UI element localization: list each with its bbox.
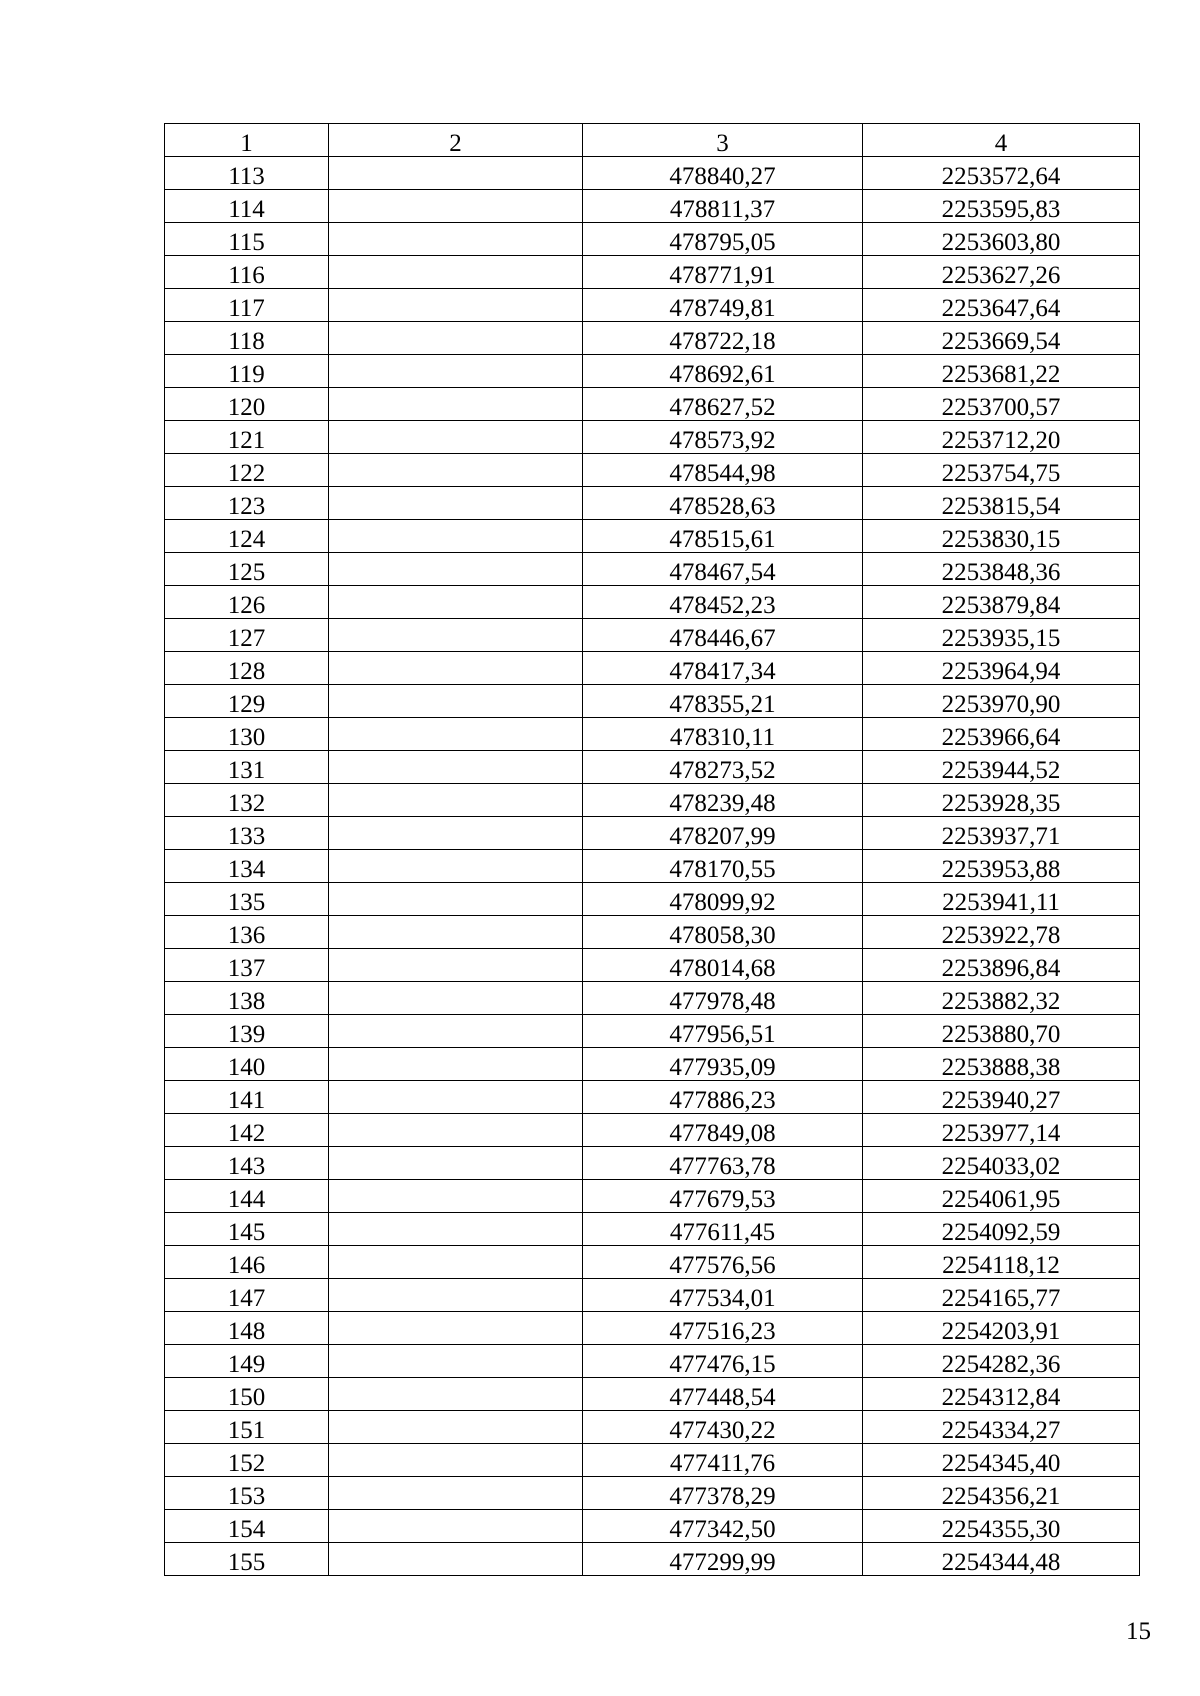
x-coordinate-cell: 477299,99 xyxy=(583,1543,863,1576)
y-coordinate-cell: 2253888,38 xyxy=(863,1048,1140,1081)
table-row xyxy=(165,1081,1140,1114)
x-coordinate-cell: 478355,21 xyxy=(583,685,863,718)
table-body xyxy=(165,157,1140,1576)
column-2-cell xyxy=(329,685,583,718)
point-number-cell: 142 xyxy=(165,1114,329,1147)
table-row xyxy=(165,1147,1140,1180)
table-row xyxy=(165,223,1140,256)
x-coordinate-cell: 477516,23 xyxy=(583,1312,863,1345)
x-coordinate-cell: 477576,56 xyxy=(583,1246,863,1279)
table-row xyxy=(165,916,1140,949)
y-coordinate-cell: 2254344,48 xyxy=(863,1543,1140,1576)
table-row xyxy=(165,1477,1140,1510)
point-number-cell: 118 xyxy=(165,322,329,355)
table-row xyxy=(165,1246,1140,1279)
column-2-cell xyxy=(329,454,583,487)
y-coordinate-cell: 2254312,84 xyxy=(863,1378,1140,1411)
x-coordinate-cell: 477679,53 xyxy=(583,1180,863,1213)
x-coordinate-cell: 477430,22 xyxy=(583,1411,863,1444)
point-number-cell: 138 xyxy=(165,982,329,1015)
point-number-cell: 120 xyxy=(165,388,329,421)
y-coordinate-cell: 2253572,64 xyxy=(863,157,1140,190)
y-coordinate-cell: 2253944,52 xyxy=(863,751,1140,784)
x-coordinate-cell: 477342,50 xyxy=(583,1510,863,1543)
point-number-cell: 124 xyxy=(165,520,329,553)
x-coordinate-cell: 478795,05 xyxy=(583,223,863,256)
x-coordinate-cell: 477849,08 xyxy=(583,1114,863,1147)
y-coordinate-cell: 2254061,95 xyxy=(863,1180,1140,1213)
table-row xyxy=(165,157,1140,190)
point-number-cell: 121 xyxy=(165,421,329,454)
table-row xyxy=(165,751,1140,784)
y-coordinate-cell: 2254033,02 xyxy=(863,1147,1140,1180)
column-2-cell xyxy=(329,1477,583,1510)
y-coordinate-cell: 2253848,36 xyxy=(863,553,1140,586)
x-coordinate-cell: 477763,78 xyxy=(583,1147,863,1180)
x-coordinate-cell: 477534,01 xyxy=(583,1279,863,1312)
point-number-cell: 149 xyxy=(165,1345,329,1378)
point-number-cell: 119 xyxy=(165,355,329,388)
y-coordinate-cell: 2253830,15 xyxy=(863,520,1140,553)
table-row xyxy=(165,1279,1140,1312)
y-coordinate-cell: 2253595,83 xyxy=(863,190,1140,223)
y-coordinate-cell: 2254165,77 xyxy=(863,1279,1140,1312)
point-number-cell: 148 xyxy=(165,1312,329,1345)
column-2-cell xyxy=(329,388,583,421)
x-coordinate-cell: 478840,27 xyxy=(583,157,863,190)
point-number-cell: 135 xyxy=(165,883,329,916)
point-number-cell: 128 xyxy=(165,652,329,685)
y-coordinate-cell: 2253970,90 xyxy=(863,685,1140,718)
y-coordinate-cell: 2253879,84 xyxy=(863,586,1140,619)
column-2-cell xyxy=(329,289,583,322)
column-2-cell xyxy=(329,817,583,850)
x-coordinate-cell: 478239,48 xyxy=(583,784,863,817)
table-row xyxy=(165,1180,1140,1213)
x-coordinate-cell: 478273,52 xyxy=(583,751,863,784)
y-coordinate-cell: 2253882,32 xyxy=(863,982,1140,1015)
y-coordinate-cell: 2254282,36 xyxy=(863,1345,1140,1378)
point-number-cell: 144 xyxy=(165,1180,329,1213)
table-row xyxy=(165,289,1140,322)
point-number-cell: 150 xyxy=(165,1378,329,1411)
x-coordinate-cell: 478771,91 xyxy=(583,256,863,289)
x-coordinate-cell: 477476,15 xyxy=(583,1345,863,1378)
column-2-cell xyxy=(329,1444,583,1477)
column-2-cell xyxy=(329,421,583,454)
point-number-cell: 143 xyxy=(165,1147,329,1180)
point-number-cell: 137 xyxy=(165,949,329,982)
table-row xyxy=(165,883,1140,916)
y-coordinate-cell: 2253937,71 xyxy=(863,817,1140,850)
column-2-cell xyxy=(329,652,583,685)
point-number-cell: 134 xyxy=(165,850,329,883)
x-coordinate-cell: 478207,99 xyxy=(583,817,863,850)
column-2-cell xyxy=(329,1411,583,1444)
x-coordinate-cell: 478310,11 xyxy=(583,718,863,751)
column-2-cell xyxy=(329,1213,583,1246)
x-coordinate-cell: 478170,55 xyxy=(583,850,863,883)
table-row xyxy=(165,982,1140,1015)
column-2-cell xyxy=(329,256,583,289)
table-row xyxy=(165,1312,1140,1345)
table-row xyxy=(165,1510,1140,1543)
x-coordinate-cell: 478544,98 xyxy=(583,454,863,487)
table-row xyxy=(165,718,1140,751)
y-coordinate-cell: 2253896,84 xyxy=(863,949,1140,982)
column-2-cell xyxy=(329,1180,583,1213)
point-number-cell: 126 xyxy=(165,586,329,619)
x-coordinate-cell: 478058,30 xyxy=(583,916,863,949)
column-2-cell xyxy=(329,949,583,982)
table-row xyxy=(165,652,1140,685)
point-number-cell: 129 xyxy=(165,685,329,718)
column-2-cell xyxy=(329,1378,583,1411)
column-2-cell xyxy=(329,190,583,223)
x-coordinate-cell: 478446,67 xyxy=(583,619,863,652)
point-number-cell: 133 xyxy=(165,817,329,850)
y-coordinate-cell: 2254356,21 xyxy=(863,1477,1140,1510)
x-coordinate-cell: 478014,68 xyxy=(583,949,863,982)
point-number-cell: 132 xyxy=(165,784,329,817)
point-number-cell: 140 xyxy=(165,1048,329,1081)
column-2-cell xyxy=(329,520,583,553)
header-column-4: 4 xyxy=(863,124,1140,157)
x-coordinate-cell: 478627,52 xyxy=(583,388,863,421)
x-coordinate-cell: 478749,81 xyxy=(583,289,863,322)
point-number-cell: 131 xyxy=(165,751,329,784)
point-number-cell: 139 xyxy=(165,1015,329,1048)
header-column-1: 1 xyxy=(165,124,329,157)
y-coordinate-cell: 2253603,80 xyxy=(863,223,1140,256)
y-coordinate-cell: 2253935,15 xyxy=(863,619,1140,652)
column-2-cell xyxy=(329,586,583,619)
point-number-cell: 141 xyxy=(165,1081,329,1114)
point-number-cell: 136 xyxy=(165,916,329,949)
column-2-cell xyxy=(329,850,583,883)
y-coordinate-cell: 2253977,14 xyxy=(863,1114,1140,1147)
page-number: 15 xyxy=(1126,1618,1151,1645)
point-number-cell: 151 xyxy=(165,1411,329,1444)
column-2-cell xyxy=(329,619,583,652)
x-coordinate-cell: 477956,51 xyxy=(583,1015,863,1048)
column-2-cell xyxy=(329,223,583,256)
table-row xyxy=(165,553,1140,586)
table-row xyxy=(165,949,1140,982)
table-row xyxy=(165,1345,1140,1378)
y-coordinate-cell: 2254345,40 xyxy=(863,1444,1140,1477)
column-2-cell xyxy=(329,1543,583,1576)
x-coordinate-cell: 478515,61 xyxy=(583,520,863,553)
point-number-cell: 146 xyxy=(165,1246,329,1279)
table-row xyxy=(165,454,1140,487)
point-number-cell: 130 xyxy=(165,718,329,751)
y-coordinate-cell: 2254092,59 xyxy=(863,1213,1140,1246)
point-number-cell: 145 xyxy=(165,1213,329,1246)
point-number-cell: 123 xyxy=(165,487,329,520)
column-2-cell xyxy=(329,784,583,817)
point-number-cell: 125 xyxy=(165,553,329,586)
table-row xyxy=(165,256,1140,289)
y-coordinate-cell: 2253964,94 xyxy=(863,652,1140,685)
table-row xyxy=(165,1015,1140,1048)
column-2-cell xyxy=(329,1015,583,1048)
column-2-cell xyxy=(329,1147,583,1180)
column-2-cell xyxy=(329,1081,583,1114)
x-coordinate-cell: 477886,23 xyxy=(583,1081,863,1114)
table-row xyxy=(165,1543,1140,1576)
table-row xyxy=(165,388,1140,421)
point-number-cell: 114 xyxy=(165,190,329,223)
y-coordinate-cell: 2253681,22 xyxy=(863,355,1140,388)
point-number-cell: 113 xyxy=(165,157,329,190)
point-number-cell: 147 xyxy=(165,1279,329,1312)
column-2-cell xyxy=(329,1345,583,1378)
y-coordinate-cell: 2253627,26 xyxy=(863,256,1140,289)
x-coordinate-cell: 477611,45 xyxy=(583,1213,863,1246)
column-2-cell xyxy=(329,157,583,190)
y-coordinate-cell: 2253966,64 xyxy=(863,718,1140,751)
table-row xyxy=(165,1444,1140,1477)
x-coordinate-cell: 478573,92 xyxy=(583,421,863,454)
y-coordinate-cell: 2253754,75 xyxy=(863,454,1140,487)
table-row xyxy=(165,685,1140,718)
table-row xyxy=(165,1114,1140,1147)
y-coordinate-cell: 2253669,54 xyxy=(863,322,1140,355)
header-column-2: 2 xyxy=(329,124,583,157)
y-coordinate-cell: 2253941,11 xyxy=(863,883,1140,916)
column-2-cell xyxy=(329,1246,583,1279)
x-coordinate-cell: 477978,48 xyxy=(583,982,863,1015)
column-2-cell xyxy=(329,982,583,1015)
x-coordinate-cell: 478099,92 xyxy=(583,883,863,916)
column-2-cell xyxy=(329,718,583,751)
table-row xyxy=(165,784,1140,817)
column-2-cell xyxy=(329,553,583,586)
point-number-cell: 152 xyxy=(165,1444,329,1477)
column-2-cell xyxy=(329,1048,583,1081)
x-coordinate-cell: 477935,09 xyxy=(583,1048,863,1081)
x-coordinate-cell: 478692,61 xyxy=(583,355,863,388)
table-row xyxy=(165,355,1140,388)
y-coordinate-cell: 2253940,27 xyxy=(863,1081,1140,1114)
point-number-cell: 127 xyxy=(165,619,329,652)
point-number-cell: 116 xyxy=(165,256,329,289)
x-coordinate-cell: 477448,54 xyxy=(583,1378,863,1411)
table-row xyxy=(165,1213,1140,1246)
x-coordinate-cell: 478528,63 xyxy=(583,487,863,520)
table-row xyxy=(165,586,1140,619)
y-coordinate-cell: 2253880,70 xyxy=(863,1015,1140,1048)
column-2-cell xyxy=(329,916,583,949)
table-row xyxy=(165,817,1140,850)
point-number-cell: 115 xyxy=(165,223,329,256)
y-coordinate-cell: 2254118,12 xyxy=(863,1246,1140,1279)
x-coordinate-cell: 478452,23 xyxy=(583,586,863,619)
column-2-cell xyxy=(329,1312,583,1345)
column-2-cell xyxy=(329,355,583,388)
column-2-cell xyxy=(329,751,583,784)
table-row xyxy=(165,190,1140,223)
x-coordinate-cell: 478811,37 xyxy=(583,190,863,223)
y-coordinate-cell: 2253712,20 xyxy=(863,421,1140,454)
x-coordinate-cell: 478417,34 xyxy=(583,652,863,685)
x-coordinate-cell: 477411,76 xyxy=(583,1444,863,1477)
x-coordinate-cell: 478722,18 xyxy=(583,322,863,355)
y-coordinate-cell: 2254334,27 xyxy=(863,1411,1140,1444)
table-row xyxy=(165,520,1140,553)
table-header-row xyxy=(165,124,1140,157)
y-coordinate-cell: 2253700,57 xyxy=(863,388,1140,421)
y-coordinate-cell: 2253815,54 xyxy=(863,487,1140,520)
table-row xyxy=(165,487,1140,520)
table-row xyxy=(165,619,1140,652)
table-row xyxy=(165,1048,1140,1081)
column-2-cell xyxy=(329,1510,583,1543)
point-number-cell: 117 xyxy=(165,289,329,322)
x-coordinate-cell: 477378,29 xyxy=(583,1477,863,1510)
table-row xyxy=(165,1378,1140,1411)
point-number-cell: 155 xyxy=(165,1543,329,1576)
column-2-cell xyxy=(329,487,583,520)
point-number-cell: 122 xyxy=(165,454,329,487)
point-number-cell: 153 xyxy=(165,1477,329,1510)
column-2-cell xyxy=(329,883,583,916)
header-column-3: 3 xyxy=(583,124,863,157)
column-2-cell xyxy=(329,322,583,355)
column-2-cell xyxy=(329,1114,583,1147)
column-2-cell xyxy=(329,1279,583,1312)
table-row xyxy=(165,850,1140,883)
table-row xyxy=(165,421,1140,454)
y-coordinate-cell: 2253922,78 xyxy=(863,916,1140,949)
point-number-cell: 154 xyxy=(165,1510,329,1543)
table-row xyxy=(165,1411,1140,1444)
coordinates-table xyxy=(164,123,1140,1576)
table-row xyxy=(165,322,1140,355)
y-coordinate-cell: 2253953,88 xyxy=(863,850,1140,883)
y-coordinate-cell: 2253928,35 xyxy=(863,784,1140,817)
y-coordinate-cell: 2253647,64 xyxy=(863,289,1140,322)
y-coordinate-cell: 2254203,91 xyxy=(863,1312,1140,1345)
x-coordinate-cell: 478467,54 xyxy=(583,553,863,586)
y-coordinate-cell: 2254355,30 xyxy=(863,1510,1140,1543)
